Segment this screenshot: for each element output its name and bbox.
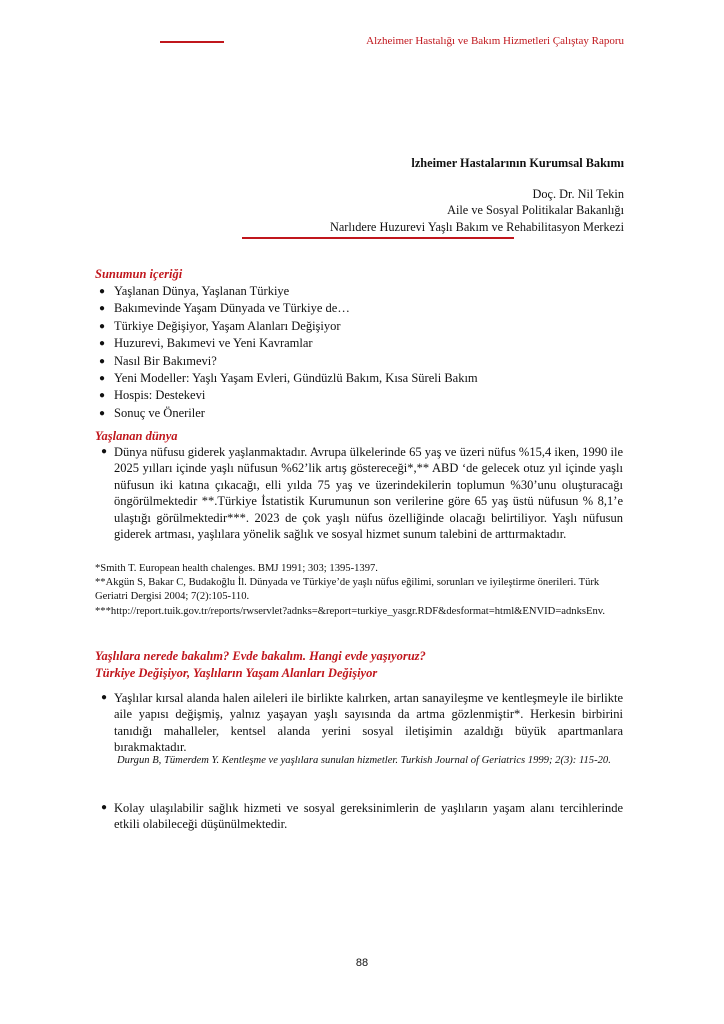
living-spaces-paragraph: ● Yaşlılar kırsal alanda halen aileleri ile birlikte kalırken, artan sanayileşme ve kentleşmeyle ile birlikte aile yapısı değişmiş, yalnız yaşayan yaşlı sayısında da artma gözlenmiştir*. Herkesin birbirini tanıdığı mahalleler, kentsel alanda yerini sosyal iletişimin azaldığı büyük apartmanlara bırakmaktadır. — [101, 691, 623, 755]
reference-item: **Akgün S, Bakar C, Budakoğlu İl. Dünyada ve Türkiye’de yaşlı nüfus eğilimi, sorunları ve iyileştirme önerileri. Türk Geriatri Dergisi 2004; 7(2):105-110. — [95, 577, 600, 603]
living-spaces-subheading: Türkiye Değişiyor, Yaşlıların Yaşam Alanları Değişiyor — [95, 666, 378, 680]
bullet-icon: ● — [101, 446, 108, 457]
list-item: ● Bakımevinde Yaşam Dünyada ve Türkiye de… — [95, 300, 478, 317]
list-item: ● Yeni Modeller: Yaşlı Yaşam Evleri, Gündüzlü Bakım, Kısa Süreli Bakım — [95, 370, 478, 387]
references — [95, 562, 625, 619]
bullet-icon: ● — [99, 303, 106, 315]
affiliation-ministry: Aile ve Sosyal Politikalar Bakanlığı — [447, 203, 624, 217]
aging-world-heading: Yaşlanan dünya — [95, 429, 178, 443]
list-item: ● Türkiye Değişiyor, Yaşam Alanları Değişiyor — [95, 318, 478, 335]
aging-world-paragraph: ● Dünya nüfusu giderek yaşlanmaktadır. Avrupa ülkelerinde 65 yaş ve üzeri nüfus %15,4 iken, 1990 ile 2025 yılları içinde yaşlı nüfusun %62’lik artış göstereceği*,** ABD ‘de gelecek otuz yıl içinde yaşlı nüfusun iki katına çıkacağı, elli yılda 75 yaş ve üzerindekilerin toplumun %30’unu oluşturacağı öngörülmektedir **.Türkiye İstatistik Kurumunun son verilerine göre 65 yaş üstü nüfusun % 8,1’e ulaştığı görülmektedir***. 2023 de çok yaşlı nüfus özelliğinde olacağı belirtiliyor. Yaşlı nüfusun giderek artması, yaşlılara yönelik sağlık ve sosyal hizmet sunum talebini de arttırmaktadır. — [101, 445, 623, 542]
document-title: lzheimer Hastalarının Kurumsal Bakımı — [411, 156, 624, 170]
bullet-icon: ● — [99, 390, 106, 402]
list-item: ● Yaşlanan Dünya, Yaşlanan Türkiye — [95, 283, 478, 300]
citation: Durgun B, Tümerdem Y. Kentleşme ve yaşlılara sunulan hizmetler. Turkish Journal of Geriatrics 1999; 2(3): 115-20. — [117, 755, 611, 766]
living-spaces-heading: Yaşlılara nerede bakalım? Evde bakalım. Hangi evde yaşıyoruz? — [95, 649, 426, 663]
bullet-icon: ● — [101, 802, 108, 813]
contents-list — [95, 283, 478, 422]
list-item: ● Nasıl Bir Bakımevi? — [95, 353, 478, 370]
title-rule — [242, 237, 514, 239]
page-number: 88 — [355, 957, 369, 969]
bullet-icon: ● — [99, 407, 106, 419]
header-rule — [160, 41, 224, 43]
bullet-icon: ● — [99, 320, 106, 332]
bullet-icon: ● — [99, 286, 106, 297]
bullet-icon: ● — [101, 692, 108, 703]
reference-item: *Smith T. European health chalenges. BMJ 1991; 303; 1395-1397. — [95, 563, 378, 574]
affiliation-institution: Narlıdere Huzurevi Yaşlı Bakım ve Rehabilitasyon Merkezi — [329, 219, 624, 234]
contents-heading: Sunumun içeriği — [95, 267, 183, 281]
living-spaces-paragraph-2: ● Kolay ulaşılabilir sağlık hizmeti ve sosyal gereksinimlerin de yaşlıların yaşam alanı tercihlerinde etkili olabileceği düşünülmektedir. — [101, 801, 623, 832]
list-item: ● Huzurevi, Bakımevi ve Yeni Kavramlar — [95, 335, 478, 352]
reference-item: ***http://report.tuik.gov.tr/reports/rwservlet?adnks=&report=turkiye_yasgr.RDF&desformat=html&ENVID=adnksEnv. — [95, 605, 606, 617]
title-block — [330, 155, 624, 235]
bullet-icon: ● — [99, 355, 106, 367]
running-title: Alzheimer Hastalığı ve Bakım Hizmetleri Çalıştay Raporu — [366, 35, 624, 47]
list-item: ● Hospis: Destekevi — [95, 387, 478, 404]
list-item: ● Sonuç ve Öneriler — [95, 405, 478, 422]
bullet-icon: ● — [99, 373, 106, 385]
bullet-icon: ● — [99, 338, 106, 350]
author-name: Doç. Dr. Nil Tekin — [532, 186, 624, 201]
